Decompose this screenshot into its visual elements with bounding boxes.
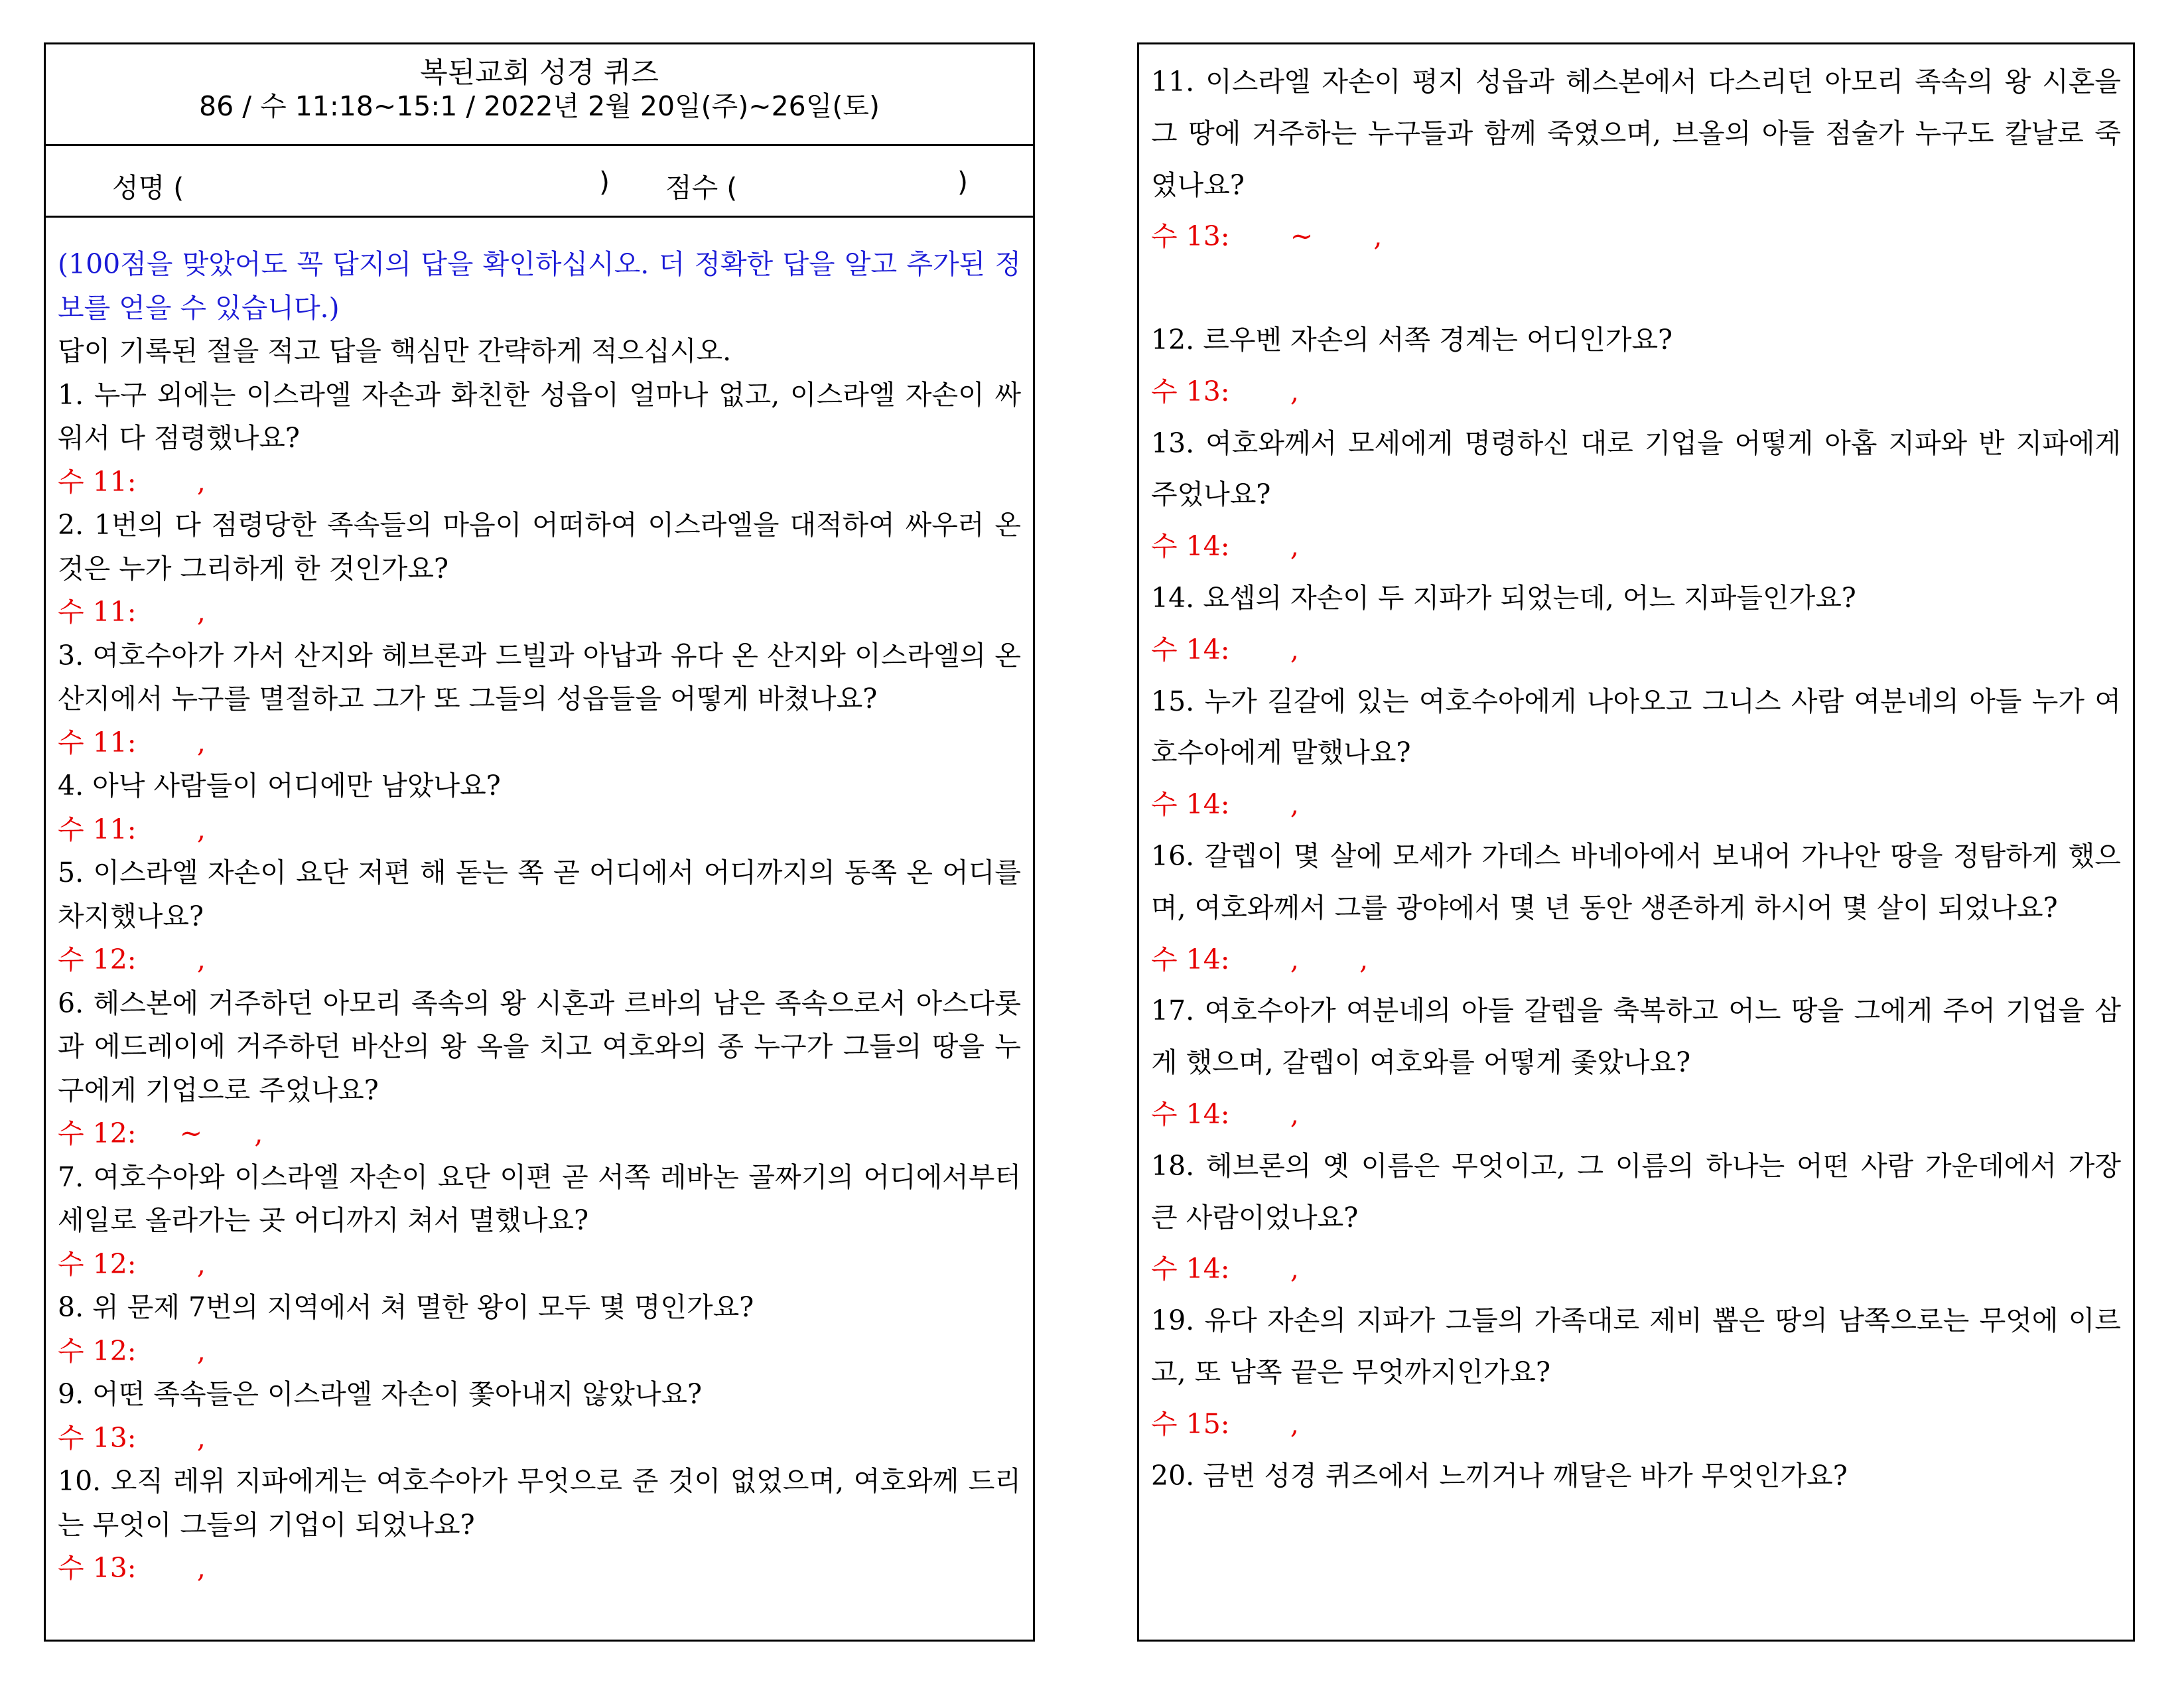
answer-18: 수 14: ,: [1151, 1253, 1299, 1285]
question-4: 4. 아낙 사람들이 어디에만 남았나요?: [58, 770, 501, 802]
question-7: 7. 여호수아와 이스라엘 자손이 요단 이편 곧 서쪽 레바논 골짜기의 어디에서부터 세일로 올라가는 곳 어디까지 쳐서 멸했나요?: [58, 1161, 1021, 1236]
instruction-text: 답이 기록된 절을 적고 답을 핵심만 간략하게 적으십시오.: [58, 335, 732, 367]
score-close: ): [957, 166, 968, 198]
quiz-title: 복된교회 성경 퀴즈: [420, 56, 659, 90]
answer-4: 수 11: ,: [58, 813, 206, 845]
answer-16: 수 14: , ,: [1151, 943, 1369, 975]
answer-10: 수 13: ,: [58, 1552, 206, 1584]
question-16: 16. 갈렙이 몇 살에 모세가 가데스 바네아에서 보내어 가나안 땅을 정탐하게 했으며, 여호와께서 그를 광야에서 몇 년 동안 생존하게 하시어 몇 살이 되었나요?: [1151, 839, 2121, 924]
question-17: 17. 여호수아가 여분네의 아들 갈렙을 축복하고 어느 땅을 그에게 주어 기업을 삼게 했으며, 갈렙이 여호와를 어떻게 좇았나요?: [1151, 995, 2121, 1079]
name-score-row: [46, 146, 1033, 218]
question-10: 10. 오직 레위 지파에게는 여호수아가 무엇으로 준 것이 없었으며, 여호와께 드리는 무엇이 그들의 기업이 되었나요?: [58, 1465, 1021, 1541]
left-content: [46, 218, 1033, 1590]
answer-19: 수 15: ,: [1151, 1407, 1299, 1440]
question-12: 12. 르우벤 자손의 서쪽 경계는 어디인가요?: [1151, 323, 1673, 356]
quiz-header: [46, 44, 1033, 146]
question-3: 3. 여호수아가 가서 산지와 헤브론과 드빌과 아납과 유다 온 산지와 이스라엘의 온 산지에서 누구를 멸절하고 그가 또 그들의 성읍들을 어떻게 바쳤나요?: [58, 639, 1021, 715]
answer-8: 수 12: ,: [58, 1334, 206, 1367]
name-close: ): [599, 166, 610, 198]
answer-7: 수 12: ,: [58, 1247, 206, 1280]
question-15: 15. 누가 길갈에 있는 여호수아에게 나아오고 그니스 사람 여분네의 아들 누가 여호수아에게 말했나요?: [1151, 685, 2121, 769]
left-panel: [44, 42, 1035, 1642]
question-11: 11. 이스라엘 자손이 평지 성읍과 헤스본에서 다스리던 아모리 족속의 왕 시혼을 그 땅에 거주하는 누구들과 함께 죽였으며, 브올의 아들 점술가 누구도 칼날로 죽였나요?: [1151, 66, 2121, 201]
answer-17: 수 14: ,: [1151, 1097, 1299, 1130]
answer-2: 수 11: ,: [58, 596, 206, 628]
right-panel: [1137, 42, 2135, 1642]
question-19: 19. 유다 자손의 지파가 그들의 가족대로 제비 뽑은 땅의 남쪽으로는 무엇에 이르고, 또 남쪽 끝은 무엇까지인가요?: [1151, 1304, 2121, 1388]
question-2: 2. 1번의 다 점령당한 족속들의 마음이 어떠하여 이스라엘을 대적하여 싸우러 온 것은 누가 그리하게 한 것인가요?: [58, 509, 1021, 585]
answer-3: 수 11: ,: [58, 726, 206, 758]
answer-1: 수 11: ,: [58, 465, 206, 498]
answer-5: 수 12: ,: [58, 944, 206, 975]
answer-15: 수 14: ,: [1151, 788, 1299, 821]
question-13: 13. 여호와께서 모세에게 명령하신 대로 기업을 어떻게 아홉 지파와 반 지파에게 주었나요?: [1151, 427, 2121, 511]
score-label: 점수 (: [665, 172, 738, 204]
answer-14: 수 14: ,: [1151, 633, 1299, 666]
question-14: 14. 요셉의 자손이 두 지파가 되었는데, 어느 지파들인가요?: [1151, 581, 1856, 614]
question-18: 18. 헤브론의 옛 이름은 무엇이고, 그 이름의 하나는 어떤 사람 가운데에서 가장 큰 사람이었나요?: [1151, 1149, 2121, 1234]
answer-6: 수 12: ~ ,: [58, 1117, 263, 1149]
question-8: 8. 위 문제 7번의 지역에서 쳐 멸한 왕이 모두 몇 명인가요?: [58, 1291, 754, 1323]
question-1: 1. 누구 외에는 이스라엘 자손과 화친한 성읍이 얼마나 없고, 이스라엘 자손이 싸워서 다 점령했나요?: [58, 378, 1021, 454]
answer-11: 수 13: ~ ,: [1151, 220, 1383, 253]
spacer: [1151, 263, 2121, 315]
answer-12: 수 13: ,: [1151, 375, 1299, 407]
question-20: 20. 금번 성경 퀴즈에서 느끼거나 깨달은 바가 무엇인가요?: [1151, 1459, 1848, 1492]
right-content: [1139, 44, 2133, 1502]
question-9: 9. 어떤 족속들은 이스라엘 자손이 쫓아내지 않았나요?: [58, 1378, 703, 1410]
question-5: 5. 이스라엘 자손이 요단 저편 해 돋는 쪽 곧 어디에서 어디까지의 동쪽 온 어디를 차지했나요?: [58, 857, 1021, 932]
answer-13: 수 14: ,: [1151, 530, 1299, 563]
name-label: 성명 (: [112, 172, 184, 204]
question-6: 6. 헤스본에 거주하던 아모리 족속의 왕 시혼과 르바의 남은 족속으로서 아스다롯과 에드레이에 거주하던 바산의 왕 옥을 치고 여호와의 종 누구가 그들의 땅을 누구에게 기업으로 주었나요?: [58, 987, 1021, 1106]
quiz-subtitle: 86 / 수 11:18~15:1 / 2022년 2월 20일(주)~26일(토): [199, 90, 880, 122]
answer-9: 수 13: ,: [58, 1421, 206, 1454]
notice-text: (100점을 맞았어도 꼭 답지의 답을 확인하십시오. 더 정확한 답을 알고 추가된 정보를 얻을 수 있습니다.): [58, 248, 1021, 324]
